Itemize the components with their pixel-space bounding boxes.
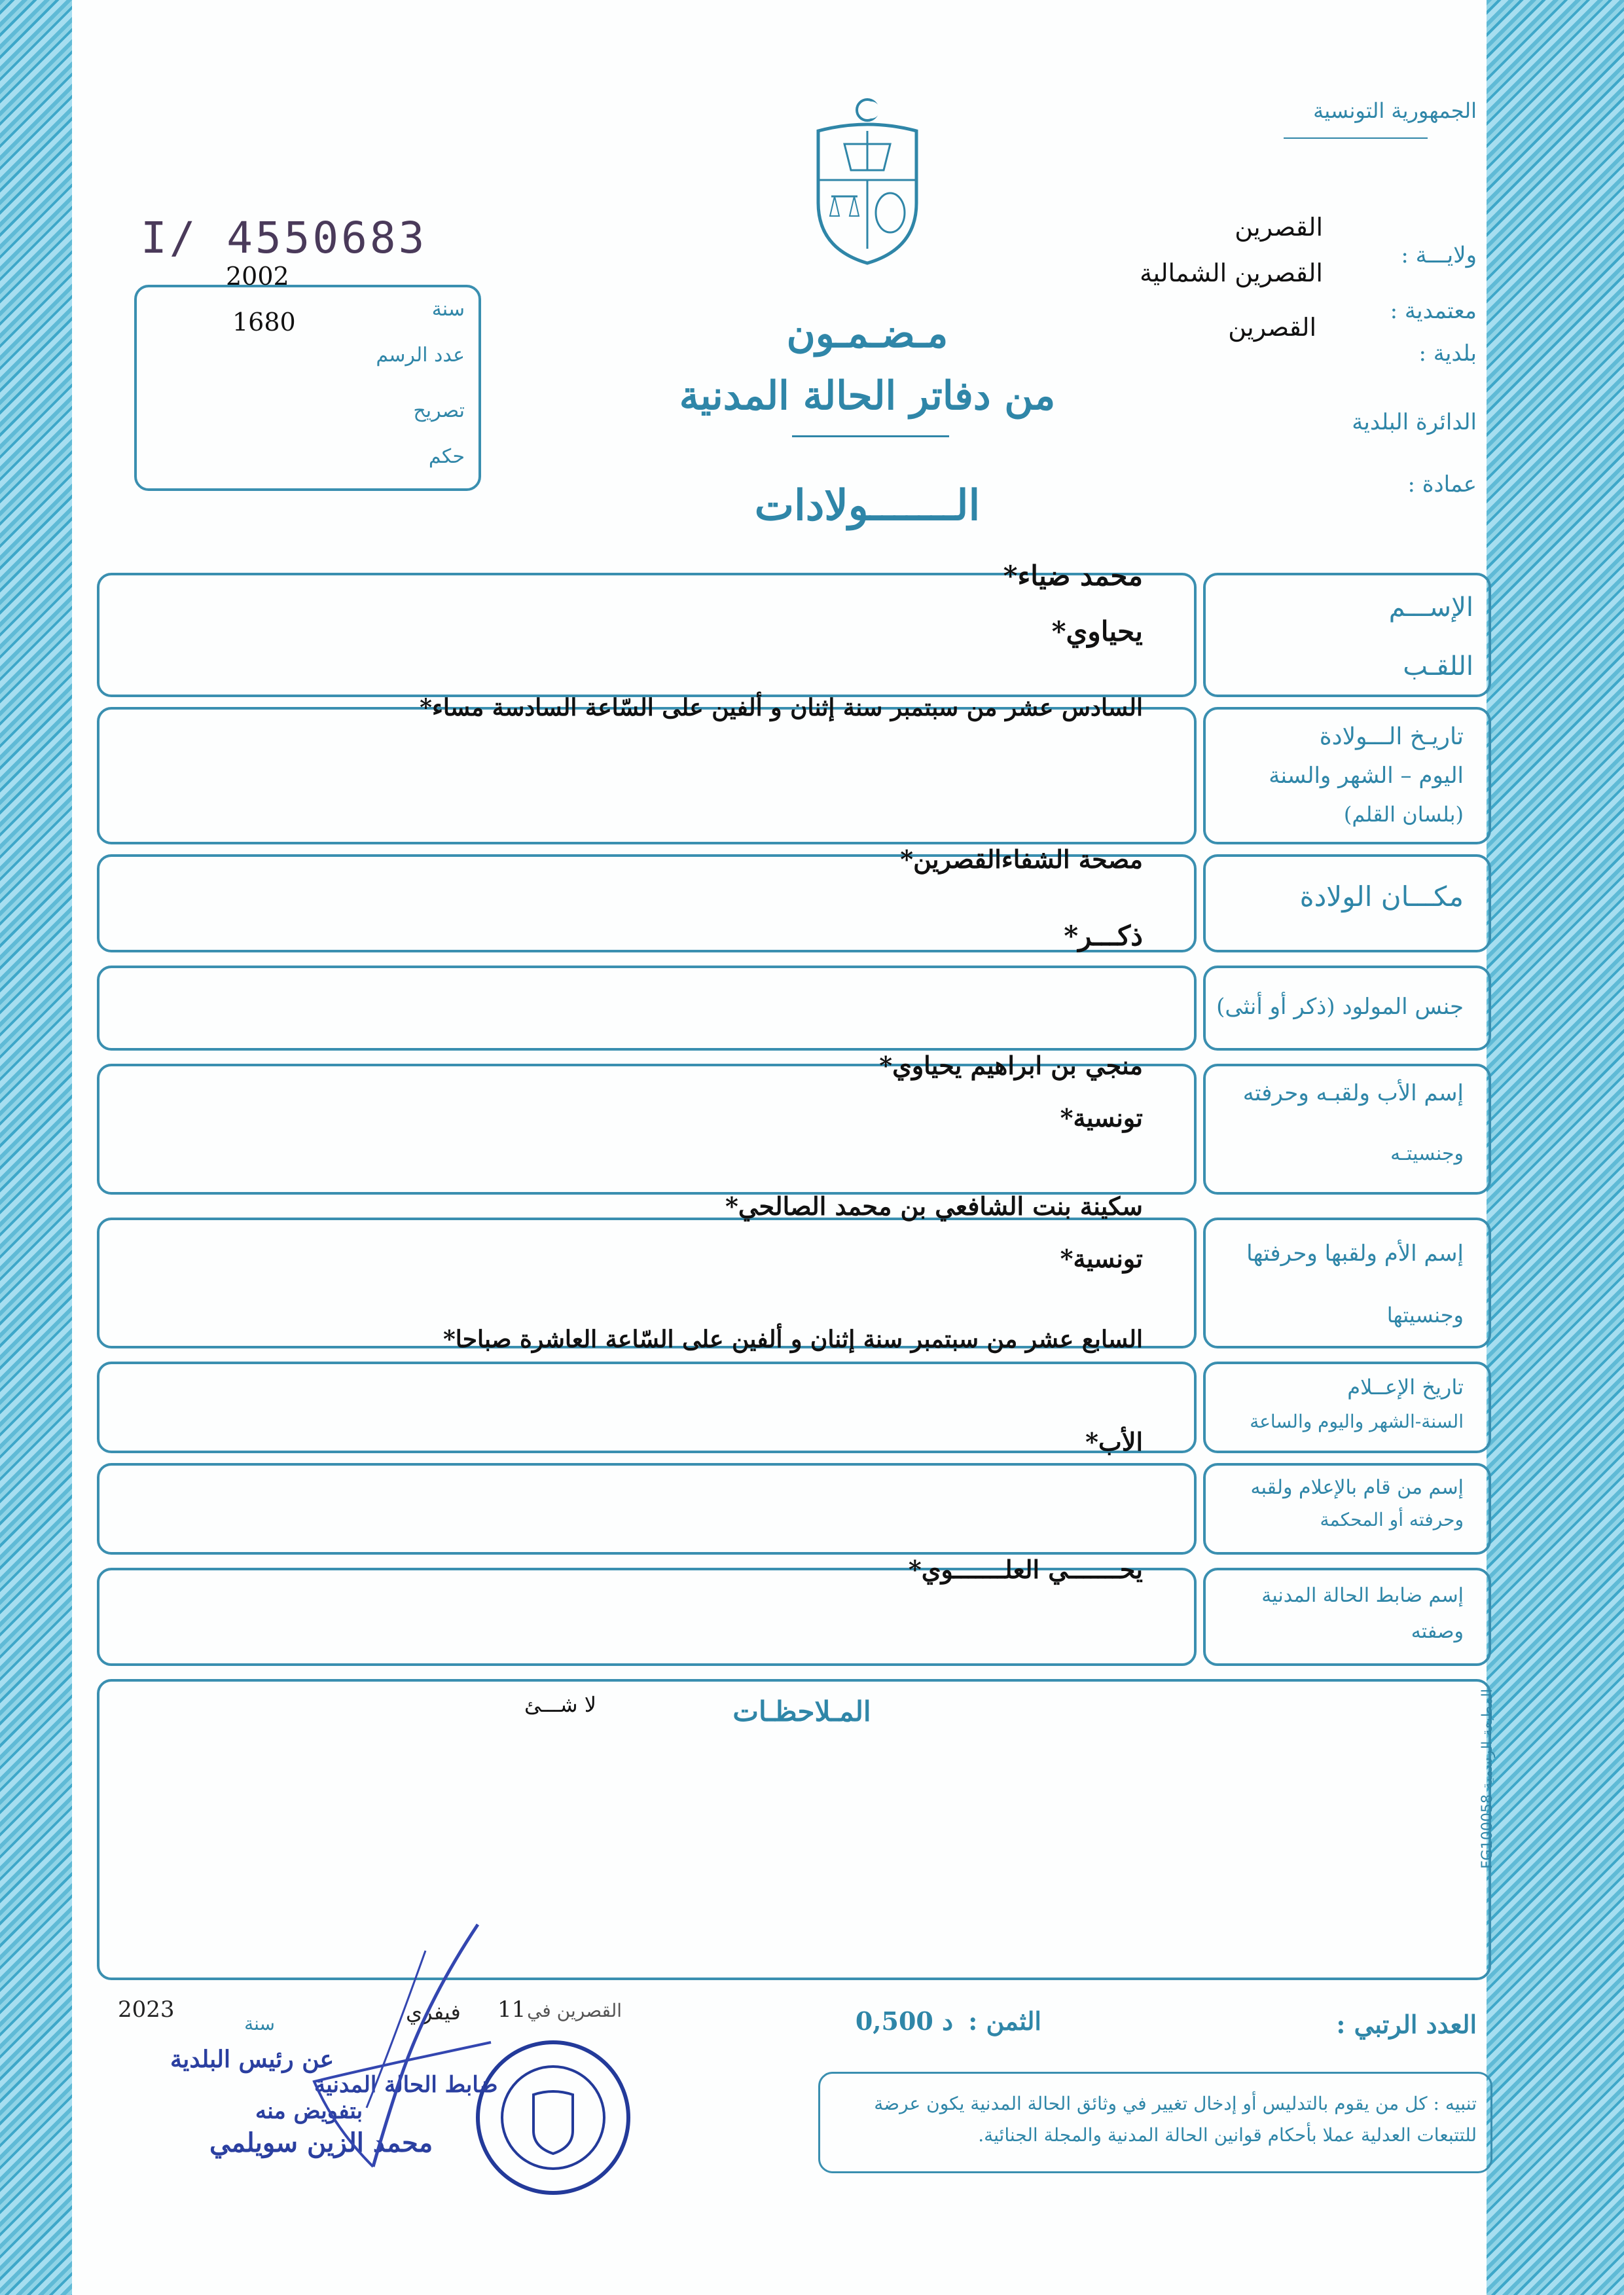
baladia-label: بلدية : xyxy=(1418,340,1477,367)
officer-value: يحـــــــي العلـــــــوي* xyxy=(908,1555,1143,1584)
republic-underline xyxy=(1284,137,1428,139)
mother-nationality-value: تونسية* xyxy=(1060,1244,1143,1273)
birth-date-label: تاريـخ الـــولادة xyxy=(1319,723,1464,750)
footer-year-label: سنة xyxy=(244,2013,275,2034)
name-label: الإســـم xyxy=(1388,592,1473,623)
signature-scribble xyxy=(295,1911,524,2186)
sex-value-box xyxy=(97,966,1197,1051)
baladia-value: القصرين xyxy=(1228,313,1316,342)
signature-line-3: بتفويض منه xyxy=(255,2098,363,2124)
declaration-date-value-box xyxy=(97,1362,1197,1453)
signature-line-2: ضابط الحالة المدنية xyxy=(314,2072,498,2098)
title-line-2: من دفاتر الحالة المدنية xyxy=(679,373,1056,419)
footer-day: 11 xyxy=(497,1997,526,2023)
footer-place: القصرين في xyxy=(527,2000,622,2021)
sex-label: جنس المولود (ذكر أو أنثى) xyxy=(1216,994,1464,1020)
right-security-border xyxy=(1487,0,1624,2295)
officer-label: إسم ضابط الحالة المدنية xyxy=(1261,1584,1464,1607)
declarant-sublabel: وحرفته أو المحكمة xyxy=(1320,1509,1464,1530)
signature-line-1: عن رئيس البلدية xyxy=(170,2046,334,2073)
mother-name-value: سكينة بنت الشافعي بن محمد الصالحي* xyxy=(725,1191,1143,1221)
title-line-1: مـضـمـون xyxy=(786,311,948,357)
register-declaration-label: تصريح xyxy=(413,399,465,422)
register-year-label: سنة xyxy=(431,298,465,321)
register-number-value: 1680 xyxy=(232,308,296,336)
left-security-border xyxy=(0,0,72,2295)
father-nationality-label: وجنسيتـه xyxy=(1390,1142,1464,1165)
wilaya-value: القصرين xyxy=(1235,213,1323,242)
remarks-label: المـلاحظـات xyxy=(732,1695,871,1727)
declarant-value: الأب* xyxy=(1085,1427,1143,1456)
register-number-label: عدد الرسم xyxy=(376,344,465,367)
register-year-value: 2002 xyxy=(226,262,289,291)
birth-place-value: مصحة الشفاءالقصرين* xyxy=(900,844,1143,874)
republic-title: الجمهورية التونسية xyxy=(1313,98,1477,123)
price-label: الثمن : xyxy=(968,2006,1041,2036)
father-value-box xyxy=(97,1064,1197,1195)
daira-label: الدائرة البلدية xyxy=(1352,409,1477,435)
sex-value: ذكـــر* xyxy=(1064,920,1143,952)
birth-date-value-box xyxy=(97,707,1197,844)
footer-year: 2023 xyxy=(118,1997,175,2023)
declarant-label: إسم من قام بالإعلام ولقبه xyxy=(1250,1476,1464,1499)
remarks-value: لا شـــئ xyxy=(524,1692,596,1717)
declaration-date-value: السابع عشر من سبتمبر سنة إثنان و ألفين على السّاعة العاشرة صباحا* xyxy=(442,1326,1143,1353)
father-name-value: منجي بن ابراهيم يحياوي* xyxy=(879,1051,1143,1080)
declaration-date-label: تاريخ الإعــلام xyxy=(1347,1375,1464,1400)
mother-label-box xyxy=(1203,1218,1491,1348)
first-name-value: محمد ضياء* xyxy=(1003,560,1143,592)
birth-date-value: السادس عشر من سبتمبر سنة إثنان و ألفين على السّاعة السادسة مساء* xyxy=(420,694,1143,721)
motamadia-label: معتمدية : xyxy=(1390,298,1477,324)
motamadia-value: القصرين الشمالية xyxy=(1140,259,1323,287)
wilaya-label: ولايـــة : xyxy=(1401,242,1477,268)
signature-name: محمد الزين سويلمي xyxy=(209,2127,433,2158)
declaration-date-sublabel: السنة-الشهر واليوم والساعة xyxy=(1250,1411,1464,1432)
birth-place-label: مكـــان الولادة xyxy=(1299,880,1464,913)
serial-number: I/ 4550683 xyxy=(141,213,427,263)
officer-sublabel: وصفته xyxy=(1411,1620,1464,1643)
birth-date-in-words-note: (بلسان القلم) xyxy=(1343,802,1464,827)
footer-month: فيفري xyxy=(406,2000,461,2025)
surname-label: اللقـب xyxy=(1403,651,1473,681)
declarant-value-box xyxy=(97,1463,1197,1555)
title-underline xyxy=(792,435,949,437)
notice-text: تنبيه : كل من يقوم بالتدليس أو إدخال تغيير في وثائق الحالة المدنية يكون عرضة للتتبعات العدلية عملا بأحكام قوانين الحالة المدنية والمجلة الجنائية. xyxy=(874,2093,1477,2146)
omada-label: عمادة : xyxy=(1407,471,1477,497)
title-line-3: الـــــــولادات xyxy=(754,481,981,530)
price-value: 0,500 د xyxy=(855,2006,953,2036)
printer-code: المطبعة الرسمية FG100058 xyxy=(1479,1689,1496,1869)
mother-label: إسم الأم ولقبها وحرفتها xyxy=(1246,1240,1464,1267)
birth-date-sublabel: اليوم – الشهر والسنة xyxy=(1269,763,1464,789)
coat-of-arms-emblem xyxy=(805,92,929,268)
register-judgment-label: حكم xyxy=(428,445,465,468)
serial-label: العدد الرتبي : xyxy=(1336,2010,1477,2039)
father-nationality-value: تونسية* xyxy=(1060,1103,1143,1132)
mother-nationality-label: وجنسيتها xyxy=(1386,1303,1464,1328)
surname-value: يحياوي* xyxy=(1051,615,1143,647)
officer-label-box xyxy=(1203,1568,1491,1666)
father-label: إسم الأب ولقبـه وحرفته xyxy=(1242,1080,1464,1106)
